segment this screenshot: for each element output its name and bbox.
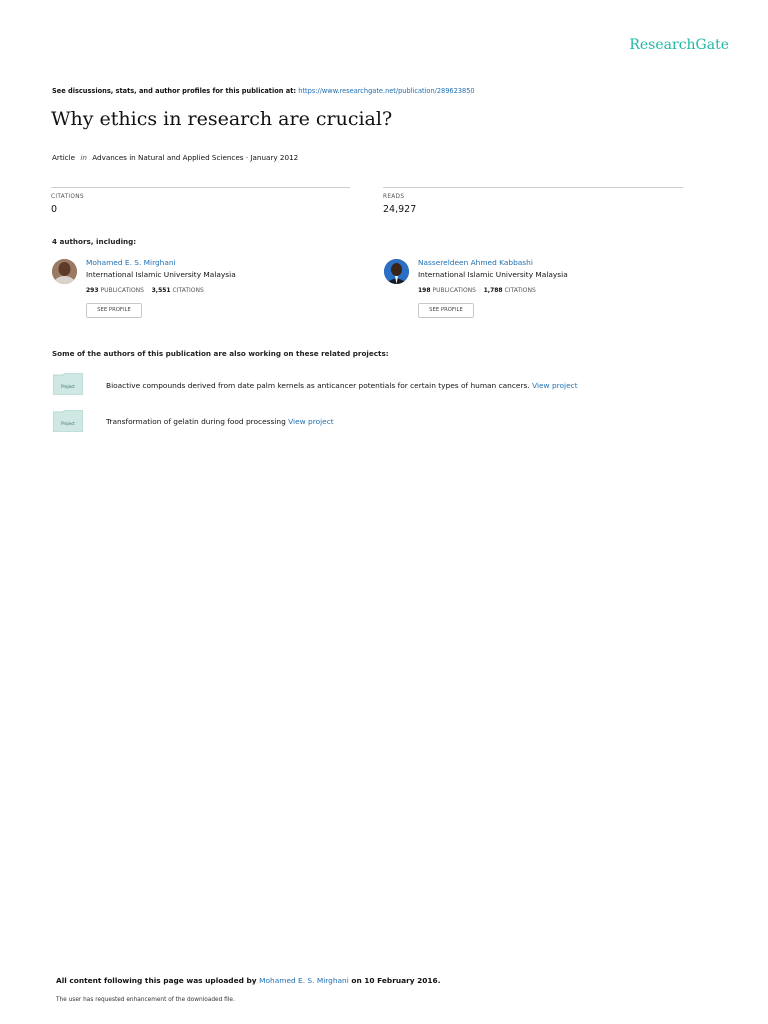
author-citations-label: CITATIONS xyxy=(504,287,536,294)
publication-url-link[interactable]: https://www.researchgate.net/publication/289623850 xyxy=(298,87,475,95)
author-avatar[interactable] xyxy=(384,259,409,284)
citations-value: 0 xyxy=(51,204,58,215)
project-icon-label: Project xyxy=(61,384,75,389)
authors-heading: 4 authors, including: xyxy=(52,237,137,246)
project-folder-icon xyxy=(53,373,83,395)
reads-divider xyxy=(383,187,683,188)
author-institution: International Islamic University Malaysia xyxy=(86,270,236,279)
project-item xyxy=(106,417,334,426)
discussion-text: See discussions, stats, and author profiles for this publication at: xyxy=(52,87,299,95)
author-citations-count: 3,551 xyxy=(151,287,171,294)
project-title: Transformation of gelatin during food processing xyxy=(106,417,286,426)
enhancement-note: The user has requested enhancement of the downloaded file. xyxy=(56,997,235,1003)
author-stats xyxy=(86,287,204,294)
related-projects-heading: Some of the authors of this publication are also working on these related projects: xyxy=(52,349,389,358)
upload-prefix: All content following this page was uploaded by xyxy=(56,976,260,985)
project-title: Bioactive compounds derived from date palm kernels as anticancer potentials for certain types of human cancers. xyxy=(106,381,530,390)
author-name-link[interactable]: Mohamed E. S. Mirghani xyxy=(86,258,176,267)
project-icon-label: Project xyxy=(61,421,75,426)
reads-value: 24,927 xyxy=(383,204,417,215)
see-profile-button[interactable]: SEE PROFILE xyxy=(86,303,142,318)
upload-note xyxy=(56,976,441,985)
author-citations-label: CITATIONS xyxy=(172,287,204,294)
uploader-link[interactable]: Mohamed E. S. Mirghani xyxy=(259,976,349,985)
view-project-link[interactable]: View project xyxy=(532,381,578,390)
author-publications-label: PUBLICATIONS xyxy=(432,287,476,294)
upload-suffix: on 10 February 2016. xyxy=(348,976,441,985)
author-institution: International Islamic University Malaysia xyxy=(418,270,568,279)
author-citations-count: 1,788 xyxy=(483,287,503,294)
author-name-link[interactable]: Nassereldeen Ahmed Kabbashi xyxy=(418,258,533,267)
author-stats xyxy=(418,287,536,294)
project-folder-icon xyxy=(53,410,83,432)
author-avatar[interactable] xyxy=(52,259,77,284)
author-publications-label: PUBLICATIONS xyxy=(100,287,144,294)
researchgate-logo[interactable]: ResearchGate xyxy=(629,37,729,53)
publication-date: · January 2012 xyxy=(243,153,299,162)
publication-meta xyxy=(52,153,298,162)
see-profile-button[interactable]: SEE PROFILE xyxy=(418,303,474,318)
publication-venue: Advances in Natural and Applied Sciences xyxy=(92,153,244,162)
author-publications-count: 198 xyxy=(418,287,431,294)
citations-label: CITATIONS xyxy=(51,194,84,200)
project-item xyxy=(106,381,578,390)
publication-type: Article xyxy=(52,153,76,162)
view-project-link[interactable]: View project xyxy=(288,417,334,426)
citations-divider xyxy=(51,187,350,188)
publication-title: Why ethics in research are crucial? xyxy=(51,108,393,130)
discussion-line xyxy=(52,87,475,95)
meta-in-word: in xyxy=(80,153,87,162)
reads-label: READS xyxy=(383,194,405,200)
author-publications-count: 293 xyxy=(86,287,99,294)
